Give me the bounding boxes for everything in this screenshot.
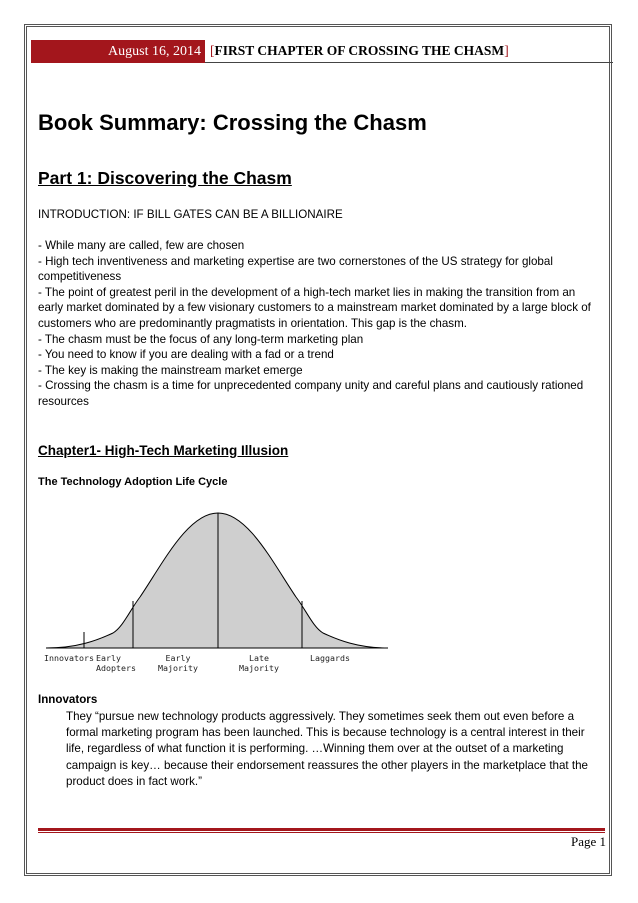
bullet-list <box>38 238 600 410</box>
chapter-heading: Chapter1- High-Tech Marketing Illusion <box>38 443 289 458</box>
section-subheading: The Technology Adoption Life Cycle <box>38 476 228 488</box>
header-bracket-open: [ <box>210 43 215 58</box>
label-early-majority <box>158 653 198 673</box>
header-title-text: FIRST CHAPTER OF CROSSING THE CHASM <box>214 43 505 58</box>
label-early-majority-line1: Early <box>165 653 191 663</box>
document-title: Book Summary: Crossing the Chasm <box>38 110 427 135</box>
intro-line: INTRODUCTION: IF BILL GATES CAN BE A BILLIONAIRE <box>38 208 343 221</box>
label-laggards: Laggards <box>310 653 350 663</box>
bullet-item: - You need to know if you are dealing with a fad or a trend <box>38 348 334 362</box>
innovators-quote: They “pursue new technology products aggressively. They sometimes seek them out even before a formal marketing program has been launched. This is because technology is a central interest in their life, regardless of what function it is performing. …Winning them over at the outset of a marketing campaign is key… because their endorsement reassures the other players in the marketplace that the product does in fact work.” <box>66 710 588 788</box>
label-innovators: Innovators <box>44 653 94 663</box>
part-heading: Part 1: Discovering the Chasm <box>38 168 292 188</box>
label-late-majority-line1: Late <box>248 653 269 663</box>
label-early-adopters-line2: Adopters <box>96 663 136 673</box>
label-late-majority <box>239 653 279 673</box>
bullet-item: - High tech inventiveness and marketing expertise are two cornerstones of the US strategy for global competitiveness <box>38 254 553 284</box>
page-number: Page 1 <box>570 834 606 849</box>
bullet-item: - While many are called, few are chosen <box>38 239 245 252</box>
bullet-item: - The chasm must be the focus of any long-term marketing plan <box>38 332 364 346</box>
footer-rule <box>38 828 605 831</box>
label-early-adopters <box>96 653 136 673</box>
adoption-lifecycle-figure <box>38 505 388 653</box>
label-early-adopters-line1: Early <box>96 653 121 663</box>
bullet-item: - The key is making the mainstream market emerge <box>38 363 303 377</box>
innovators-heading: Innovators <box>38 693 98 706</box>
label-late-majority-line2: Majority <box>239 663 279 673</box>
bell-curve-area <box>46 513 388 648</box>
header-date: August 16, 2014 <box>31 40 205 63</box>
footer-rule-thin <box>38 832 605 833</box>
header-rule <box>205 62 613 63</box>
header-title <box>210 43 509 59</box>
bullet-item: - The point of greatest peril in the development of a high-tech market lies in making the transition from an early market dominated by a few visionary customers to a mainstream market dominated by a large block of customers who are predominantly pragmatists in orientation. This gap is the chasm. <box>38 285 591 330</box>
bullet-item: - Crossing the chasm is a time for unprecedented company unity and careful plans and cautiously rationed resources <box>38 379 584 408</box>
header-bracket-close: ] <box>504 43 509 58</box>
label-early-majority-line2: Majority <box>158 663 198 673</box>
